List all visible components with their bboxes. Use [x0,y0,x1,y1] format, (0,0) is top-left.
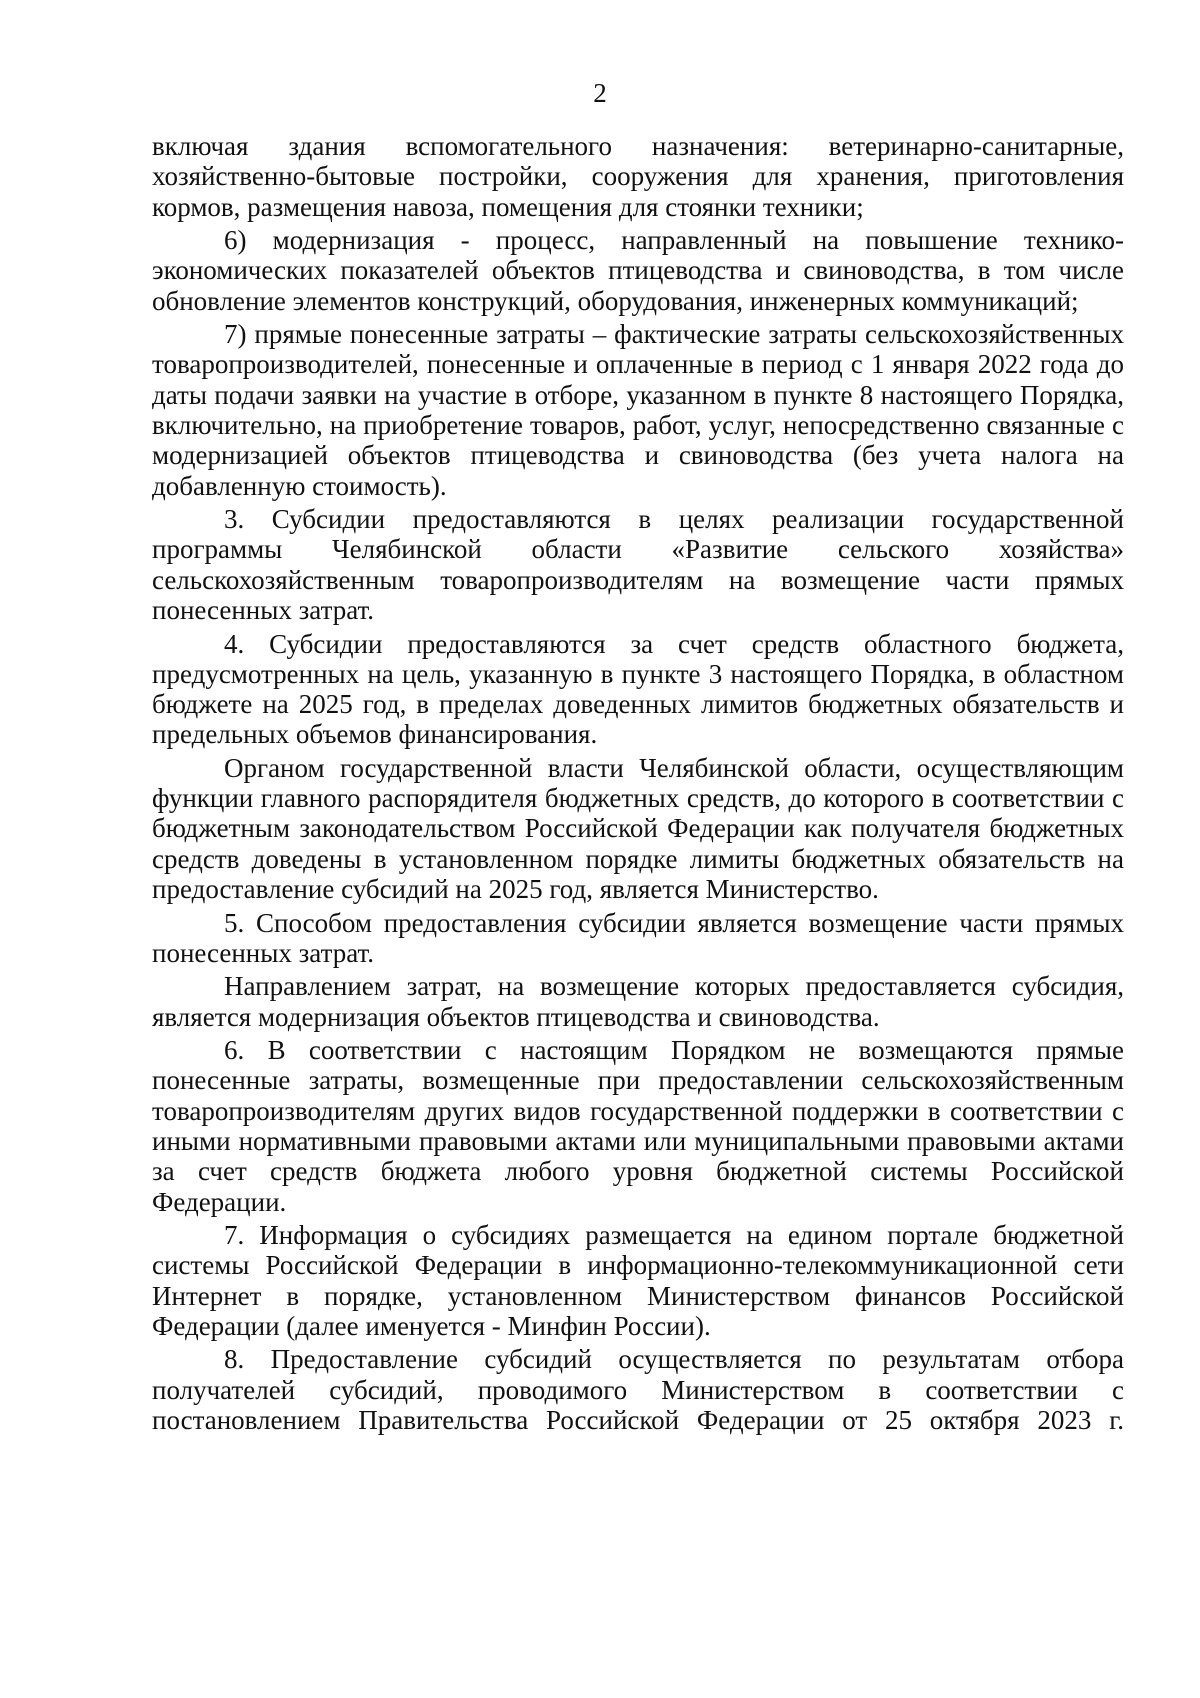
paragraph-8: 8. Предоставление субсидий осуществляется по результатам отбора получателей субсидий, проводимого Министерством в соответствии с постановлением Правительства Российской Федерации от 25 октября 2023 г. [152,1344,1124,1436]
paragraph-5-direction: Направлением затрат, на возмещение которых предоставляется субсидия, является модернизация объектов птицеводства и свиноводства. [152,971,1124,1032]
paragraph-item-6: 6) модернизация - процесс, направленный на повышение технико-экономических показателей объектов птицеводства и свиноводства, в том числе обновление элементов конструкций, оборудования, инженерных коммуникаций; [152,225,1124,316]
paragraph-6: 6. В соответствии с настоящим Порядком не возмещаются прямые понесенные затраты, возмещенные при предоставлении сельскохозяйственным товаропроизводителям других видов государственной поддержки в соответствии с иными нормативными правовыми актами или муниципальными правовыми актами за счет средств бюджета любого уровня бюджетной системы Российской Федерации. [152,1035,1124,1217]
paragraph-continuation: включая здания вспомогательного назначения: ветеринарно-санитарные, хозяйственно-бытовые постройки, сооружения для хранения, приготовления кормов, размещения навоза, помещения для стоянки техники; [152,131,1124,222]
paragraph-4: 4. Субсидии предоставляются за счет средств областного бюджета, предусмотренных на цель, указанную в пункте 3 настоящего Порядка, в областном бюджете на 2025 год, в пределах доведенных лимитов бюджетных обязательств и предельных объемов финансирования. [152,628,1124,750]
paragraph-3: 3. Субсидии предоставляются в целях реализации государственной программы Челябинской области «Развитие сельского хозяйства» сельскохозяйственным товаропроизводителям на возмещение части прямых понесенных затрат. [152,504,1124,626]
document-body [152,131,1124,1439]
paragraph-7: 7. Информация о субсидиях размещается на едином портале бюджетной системы Российской Федерации в информационно-телекоммуникационной сети Интернет в порядке, установленном Министерством финансов Российской Федерации (далее именуется - Минфин России). [152,1220,1124,1341]
page-number: 2 [593,78,607,108]
paragraph-item-7: 7) прямые понесенные затраты – фактические затраты сельскохозяйственных товаропроизводителей, понесенные и оплаченные в период с 1 января 2022 года до даты подачи заявки на участие в отборе, указанном в пункте 8 настоящего Порядка, включительно, на приобретение товаров, работ, услуг, непосредственно связанные с модернизацией объектов птицеводства и свиноводства (без учета налога на добавленную стоимость). [152,319,1124,501]
paragraph-5: 5. Способом предоставления субсидии является возмещение части прямых понесенных затрат. [152,907,1124,968]
paragraph-4-ministry: Органом государственной власти Челябинской области, осуществляющим функции главного распорядителя бюджетных средств, до которого в соответствии с бюджетным законодательством Российской Федерации как получателя бюджетных средств доведены в установленном порядке лимиты бюджетных обязательств на предоставление субсидий на 2025 год, является Министерство. [152,752,1124,905]
